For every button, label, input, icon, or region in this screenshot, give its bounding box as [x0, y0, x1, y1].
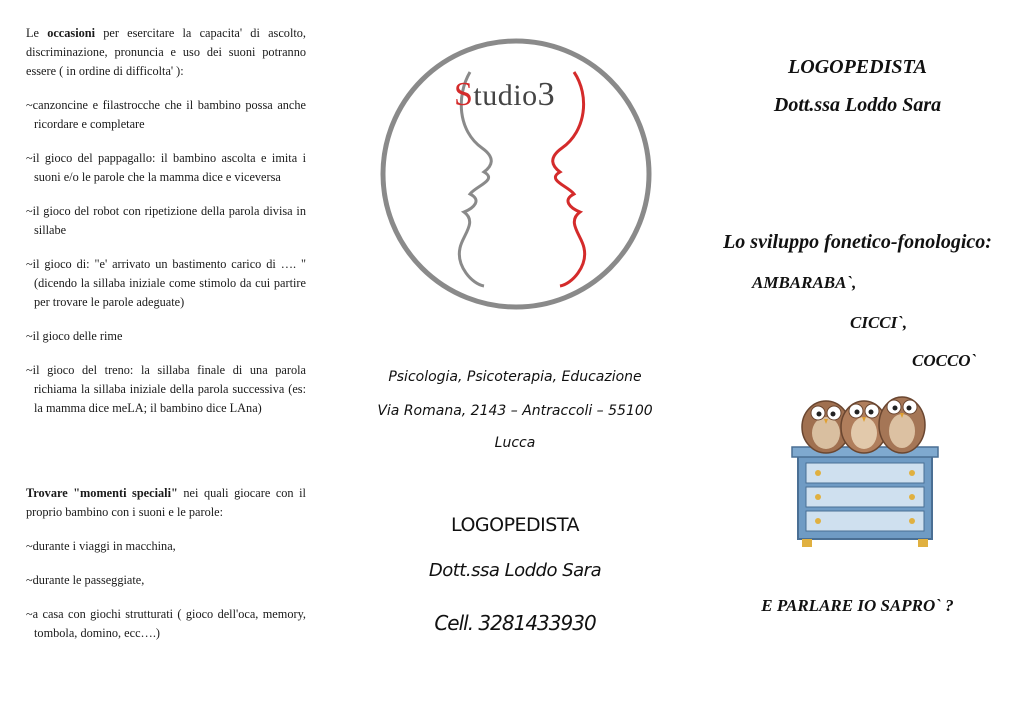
left-panel: [26, 24, 306, 658]
doctor-name-right: Dott.ssa Loddo Sara: [773, 94, 942, 116]
intro-text-start: Le: [26, 26, 48, 40]
moment-item: ~durante i viaggi in macchina,: [26, 539, 176, 553]
word-ambaraba: AMBARABA`,: [752, 273, 857, 292]
game-item: ~il gioco del treno: la sillaba finale di una parola richiama la sillaba iniziale della parola successiva (es: la mamma dice meLA; il bambino dice LAna): [26, 363, 306, 415]
moments-text: nei quali giocare con il proprio bambino con i suoni e le parole:: [26, 486, 306, 519]
role-title-center: LOGOPEDISTA: [451, 514, 579, 536]
moments-bold-title: Trovare "momenti speciali": [26, 486, 178, 500]
subtitle: Lo sviluppo fonetico-fonologico:: [723, 231, 992, 253]
address-line: Via Romana, 2143 – Antraccoli – 55100: [377, 403, 653, 419]
word-cocco: COCCO`: [912, 351, 977, 370]
intro-text-end: per esercitare la capacita' di ascolto, discriminazione, pronuncia e uso dei suoni potranno essere ( in ordine di difficolta' ):: [26, 26, 307, 78]
game-item: ~canzoncine e filastrocche che il bambino possa anche ricordare e completare: [26, 98, 306, 131]
moment-item: ~durante le passeggiate,: [26, 573, 145, 587]
moments-paragraph: [26, 484, 306, 522]
services-line: Psicologia, Psicoterapia, Educazione: [388, 369, 642, 385]
owls-on-dresser-icon: [778, 383, 946, 553]
logo-wordmark: [454, 76, 555, 114]
role-title-right: LOGOPEDISTA: [788, 56, 927, 78]
intro-paragraph: [26, 24, 306, 81]
phone-number: Cell. 3281433930: [434, 611, 596, 635]
game-item: ~il gioco di: "e' arrivato un bastimento carico di …. " (dicendo la sillaba iniziale come stimolo da cui partire per trovare le parole adeguate): [26, 257, 306, 309]
logo-number: 3: [537, 76, 556, 113]
closing-question: E PARLARE IO SAPRO` ?: [761, 596, 954, 615]
game-item: ~il gioco delle rime: [26, 329, 123, 343]
game-item: ~il gioco del pappagallo: il bambino ascolta e imita i suoni e/o le parole che la mamma dice e viceversa: [26, 151, 306, 184]
word-cicci: CICCI`,: [850, 313, 908, 332]
moment-item: ~a casa con giochi strutturati ( gioco dell'oca, memory, tombola, domino, ecc….): [26, 607, 306, 640]
spacer: [26, 433, 306, 484]
logo-word: tudio: [473, 79, 538, 112]
owls-illustration: [778, 383, 946, 553]
game-item: ~il gioco del robot con ripetizione della parola divisa in sillabe: [26, 204, 306, 237]
logo-letter-s: S: [454, 76, 474, 113]
doctor-name-center: Dott.ssa Loddo Sara: [428, 560, 602, 581]
intro-bold-word: occasioni: [47, 26, 96, 40]
city-line: Lucca: [494, 435, 536, 451]
